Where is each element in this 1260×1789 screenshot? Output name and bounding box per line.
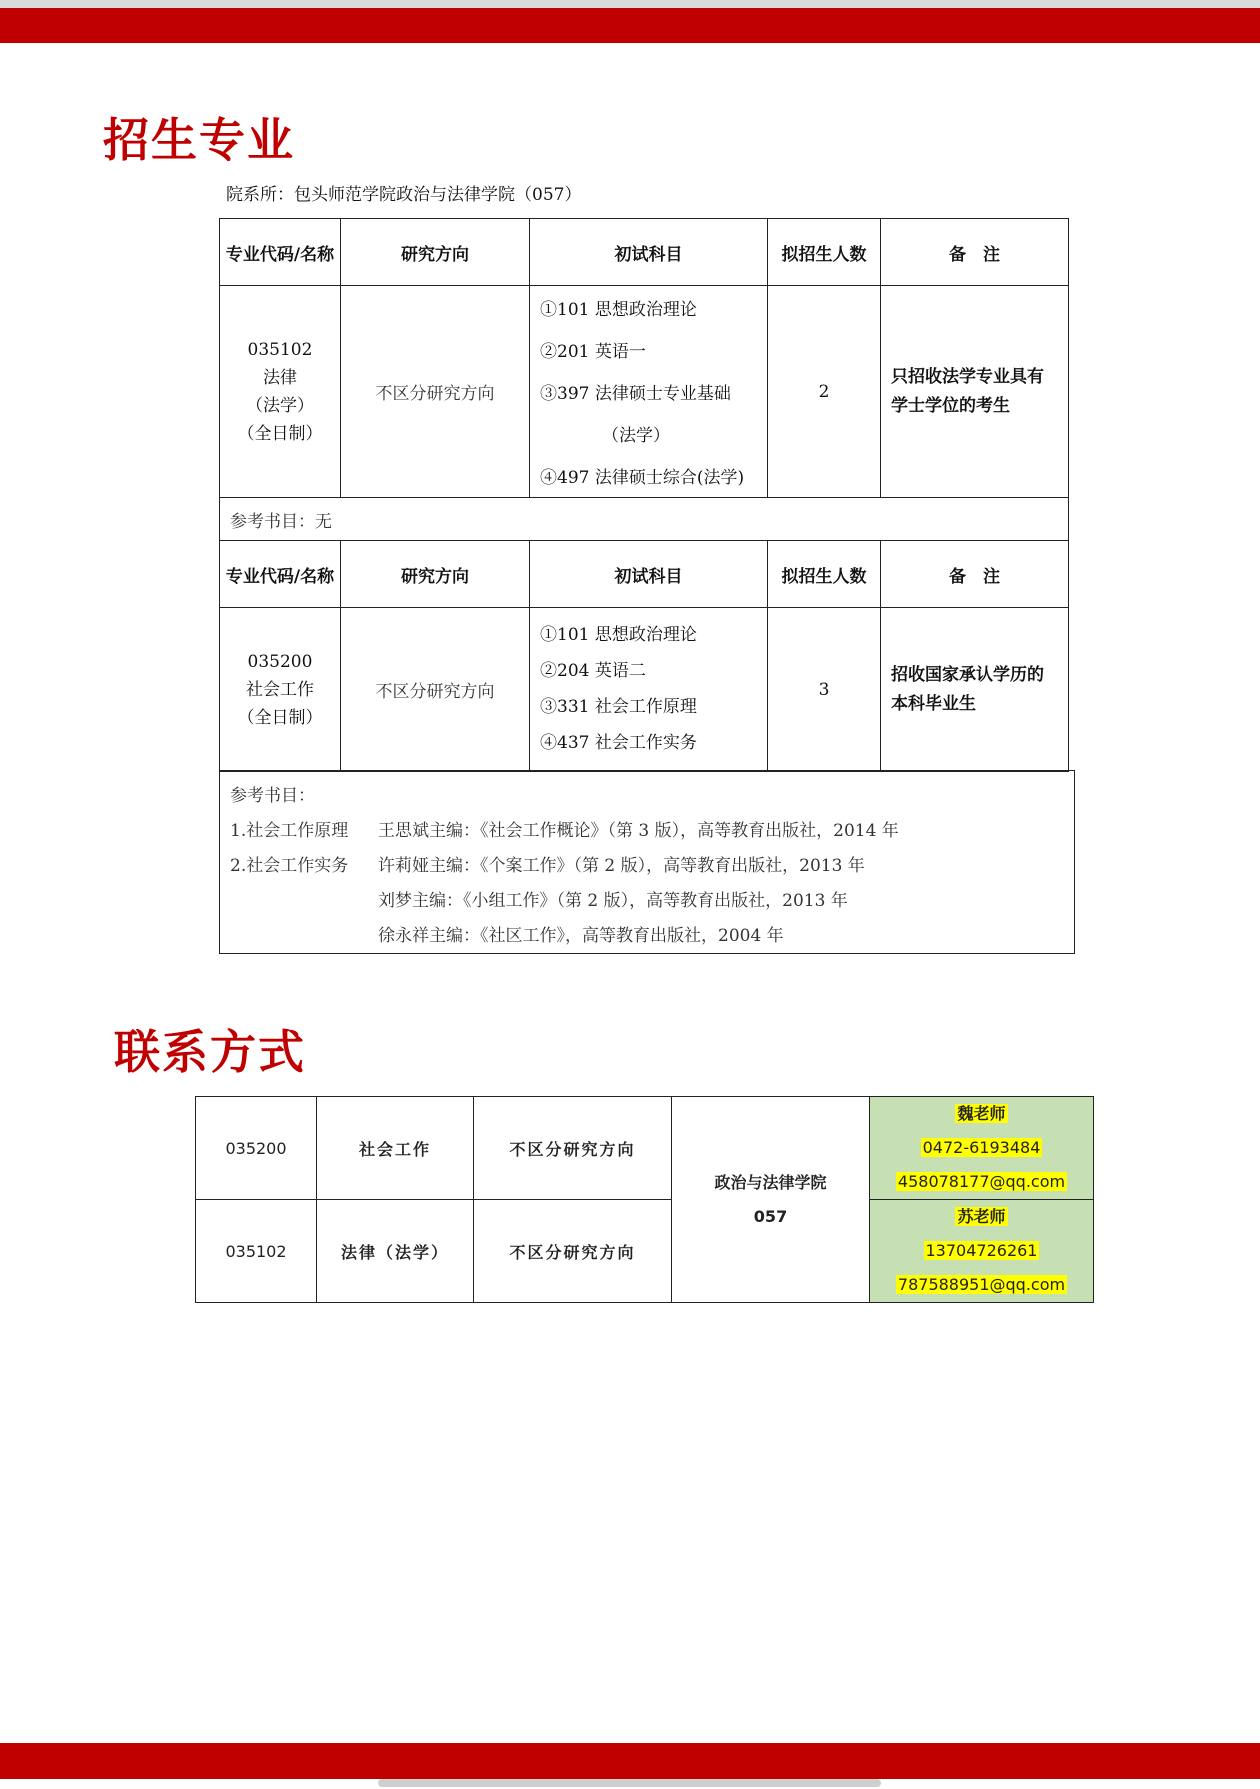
reference-box (219, 770, 1075, 954)
reference-book: 刘梦主编：《小组工作》（第 2 版），高等教育出版社，2013 年 (378, 891, 848, 911)
major-remark: 招收国家承认学历的本科毕业生 (881, 608, 1069, 772)
subject-item: ③397 法律硕士专业基础 (540, 383, 731, 404)
header-direction: 研究方向 (341, 219, 530, 286)
reference-label: 2.社会工作实务 (230, 856, 349, 876)
header-quota: 拟招生人数 (768, 541, 881, 608)
bottom-red-band (0, 1743, 1260, 1779)
table-row (196, 1200, 1094, 1303)
subject-item: ②204 英语二 (540, 661, 646, 681)
department-line: 院系所：包头师范学院政治与法律学院（057） (226, 185, 582, 205)
teacher-contact (870, 1097, 1094, 1200)
contact-table (195, 1096, 1094, 1303)
teacher-phone[interactable]: 0472-6193484 (922, 1138, 1041, 1157)
major-code: 035200 (247, 651, 313, 672)
contact-major-code: 035102 (196, 1200, 317, 1303)
reference-heading: 参考书目： (230, 786, 315, 806)
major-code-name (220, 608, 341, 772)
major-name-line: （全日制） (237, 423, 323, 444)
major-remark: 只招收法学专业具有学士学位的考生 (881, 286, 1069, 498)
major-code-name (220, 286, 341, 498)
subject-item: ④497 法律硕士综合(法学) (540, 467, 745, 488)
contact-major-name: 社会工作 (317, 1097, 474, 1200)
teacher-name: 苏老师 (957, 1207, 1006, 1226)
subject-item: ①101 思想政治理论 (540, 625, 697, 645)
subject-item: （法学） (602, 425, 670, 446)
contact-major-code: 035200 (196, 1097, 317, 1200)
table-header-row (220, 541, 1069, 608)
subject-item: ①101 思想政治理论 (540, 299, 697, 320)
section-title-majors: 招生专业 (103, 113, 295, 167)
reference-row (220, 498, 1069, 541)
teacher-email[interactable]: 458078177@qq.com (897, 1172, 1066, 1191)
major-name-line: （全日制） (237, 707, 323, 728)
top-strip (0, 0, 1260, 8)
major-name-line: 社会工作 (246, 679, 314, 700)
header-remark: 备 注 (881, 541, 1069, 608)
major-name-line: （法学） (246, 395, 314, 416)
major-quota: 3 (768, 608, 881, 772)
header-remark: 备 注 (881, 219, 1069, 286)
college-code: 057 (753, 1206, 788, 1226)
table-header-row (220, 219, 1069, 286)
contact-direction: 不区分研究方向 (474, 1097, 672, 1200)
subject-item: ②201 英语一 (540, 341, 646, 362)
major-quota: 2 (768, 286, 881, 498)
teacher-phone[interactable]: 13704726261 (925, 1241, 1038, 1260)
table-row (220, 608, 1069, 772)
major-subjects (530, 608, 768, 772)
header-quota: 拟招生人数 (768, 219, 881, 286)
table-row (196, 1097, 1094, 1200)
header-code-name: 专业代码/名称 (220, 541, 341, 608)
subject-item: ④437 社会工作实务 (540, 733, 697, 753)
header-direction: 研究方向 (341, 541, 530, 608)
subject-item: ③331 社会工作原理 (540, 697, 697, 717)
major-subjects (530, 286, 768, 498)
reference-book: 许莉娅主编：《个案工作》（第 2 版），高等教育出版社，2013 年 (378, 856, 865, 876)
header-code-name: 专业代码/名称 (220, 219, 341, 286)
top-red-band (0, 8, 1260, 43)
header-subjects: 初试科目 (530, 541, 768, 608)
reference-book: 徐永祥主编：《社区工作》，高等教育出版社，2004 年 (378, 926, 784, 946)
page-scroll-indicator[interactable] (378, 1779, 881, 1787)
major-direction: 不区分研究方向 (341, 608, 530, 772)
reference-book: 王思斌主编：《社会工作概论》（第 3 版），高等教育出版社，2014 年 (378, 821, 899, 841)
section-title-contact: 联系方式 (114, 1025, 306, 1079)
major-direction: 不区分研究方向 (341, 286, 530, 498)
contact-college (672, 1097, 870, 1303)
reference-text: 参考书目：无 (220, 498, 1069, 541)
header-subjects: 初试科目 (530, 219, 768, 286)
major-name-line: 法律 (263, 367, 297, 388)
reference-label: 1.社会工作原理 (230, 821, 349, 841)
major-code: 035102 (247, 339, 313, 360)
teacher-name: 魏老师 (957, 1104, 1006, 1123)
teacher-contact (870, 1200, 1094, 1303)
contact-major-name: 法律（法学） (317, 1200, 474, 1303)
contact-direction: 不区分研究方向 (474, 1200, 672, 1303)
college-name: 政治与法律学院 (714, 1172, 827, 1192)
table-row (220, 286, 1069, 498)
majors-table (219, 218, 1069, 772)
teacher-email[interactable]: 787588951@qq.com (897, 1275, 1066, 1294)
